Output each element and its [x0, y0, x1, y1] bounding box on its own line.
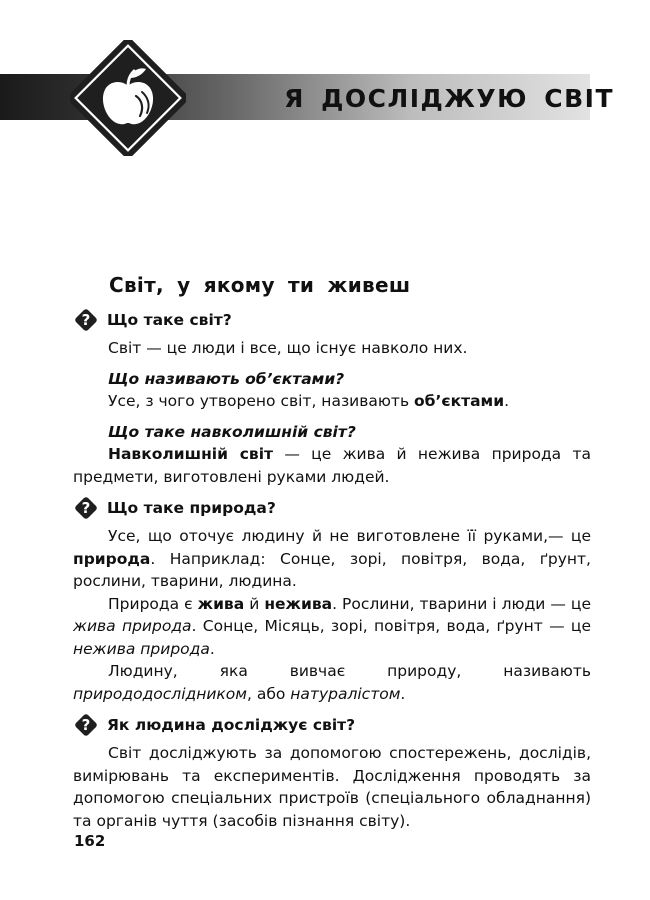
term: природа	[73, 549, 151, 568]
svg-text:?: ?	[81, 499, 91, 518]
page-number: 162	[74, 832, 106, 850]
question-mark-icon	[73, 495, 99, 521]
question-text: Що таке світ?	[107, 311, 232, 329]
italic-term: натуралістом	[290, 684, 401, 703]
answer-paragraph: Навколишній світ — це жива й нежива природа та предмети, виготовлені руками людей.	[73, 445, 591, 486]
question-mark-icon	[73, 307, 99, 333]
answer-paragraph: Усе, що оточує людину й не виготовлене її руками,— це природа. Наприклад: Сонце, зорі, повітря, вода, ґрунт, рослини, тварини, людина.	[73, 527, 591, 590]
italic-term: нежива природа	[73, 639, 210, 658]
page-title: Я ДОСЛІДЖУЮ СВІТ	[284, 84, 614, 113]
term: об’єктами	[414, 392, 505, 410]
italic-term: природодослідником	[73, 684, 247, 703]
question-text: Як людина досліджує світ?	[107, 716, 356, 734]
term: нежива	[264, 594, 333, 613]
answer-paragraph: Світ досліджують за допомогою спостережень, дослідів, вимірювань та експериментів. Дослідження проводять за допомогою спеціальних пристроїв (спеціального обладнання) та органів чуття (засобів пізнання світу).	[73, 744, 591, 830]
subquestion: Що таке навколишній світ?	[108, 422, 356, 441]
svg-text:?: ?	[81, 716, 91, 735]
question-heading	[73, 712, 591, 738]
answer-paragraph: Природа є жива й нежива. Рослини, тварини і люди — це жива природа. Сонце, Місяць, зорі, повітря, вода, ґрунт — це нежива природа.	[73, 594, 591, 658]
term: Навколишній світ	[108, 445, 274, 463]
apple-icon	[70, 40, 186, 156]
italic-term: жива природа	[73, 617, 192, 635]
answer-paragraph: Людину, яка вивчає природу, називають природодослідником, або натуралістом.	[73, 662, 591, 703]
question-mark-icon	[73, 712, 99, 738]
question-text: Що таке природа?	[107, 499, 276, 517]
svg-text:?: ?	[81, 311, 91, 330]
answer-paragraph: Світ — це люди і все, що існує навколо них.	[108, 339, 468, 357]
main-content	[73, 270, 591, 832]
term: жива	[197, 594, 245, 613]
section-title: Світ, у якому ти живеш	[109, 273, 411, 297]
question-heading	[73, 307, 591, 333]
answer-paragraph: Усе, з чого утворено світ, називають об’єктами.	[108, 392, 510, 410]
subquestion: Що називають об’єктами?	[108, 369, 345, 388]
question-heading	[73, 495, 591, 521]
